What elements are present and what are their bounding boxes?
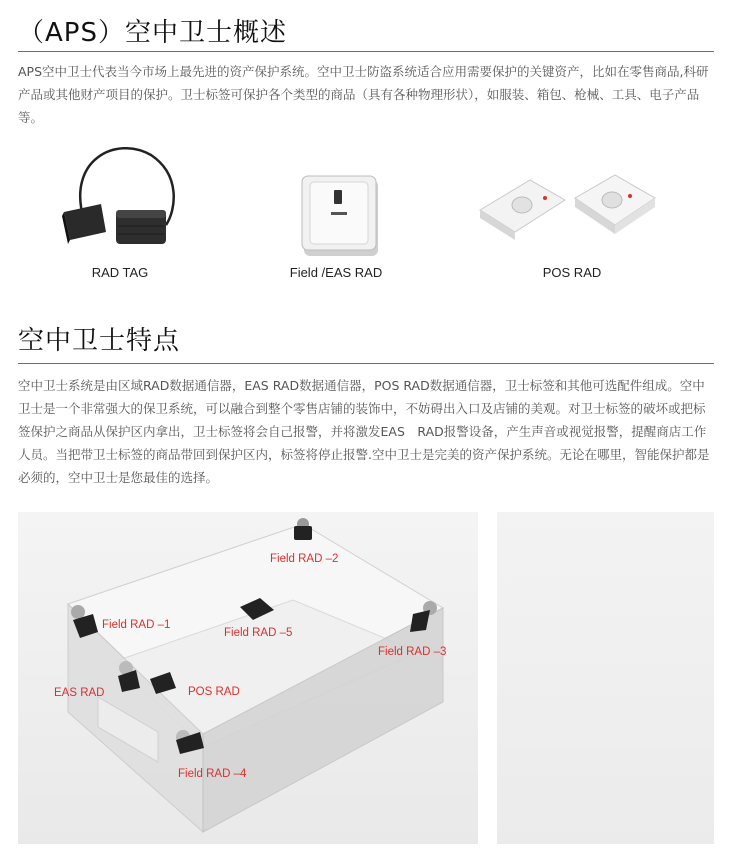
label-field-rad-5: Field RAD –5	[224, 627, 293, 639]
section-title-features: 空中卫士特点	[18, 326, 181, 356]
field-eas-rad-image	[298, 170, 388, 260]
section-title-overview: （APS）空中卫士概述	[18, 18, 287, 48]
title-divider	[18, 51, 714, 52]
features-divider	[18, 363, 714, 364]
overview-paragraph: APS空中卫士代表当今市场上最先进的资产保护系统。空中卫士防盗系统适合应用需要保护的关键资产，比如在零售商品,科研产品或其他财产项目的保护。卫士标签可保护各个类型的商品（具有各种物理形状），如服装、箱包、枪械、工具、电子产品等。	[18, 64, 709, 125]
pos-rad-image	[470, 170, 670, 260]
store-layout-diagram	[18, 512, 478, 844]
side-image-panel	[497, 512, 714, 844]
product-label-pos-rad: POS RAD	[542, 265, 602, 280]
label-pos-rad: POS RAD	[188, 686, 240, 698]
label-field-rad-1: Field RAD –1	[102, 619, 171, 631]
label-eas-rad: EAS RAD	[54, 687, 105, 699]
label-field-rad-4: Field RAD –4	[178, 768, 247, 780]
features-paragraph: 空中卫士系统是由区域RAD数据通信器，EAS RAD数据通信器，POS RAD数据通信器，卫士标签和其他可选配件组成。空中卫士是一个非常强大的保卫系统，可以融合到整个零售店铺的装饰中，不妨碍出入口及店铺的美观。对卫士标签的破坏或把标签保护之商品从保护区内拿出，卫士标签将会自己报警，并将激发EAS RAD报警设备，产生声音或视觉报警，提醒商店工作人员。当把带卫士标签的商品带回到保护区内，标签将停止报警.空中卫士是完美的资产保护系统。无论在哪里，智能保护都是必须的，空中卫士是您最佳的选择。	[18, 378, 710, 485]
product-label-rad-tag: RAD TAG	[91, 265, 149, 280]
store-enclosure-drawing	[18, 512, 478, 844]
label-field-rad-2: Field RAD –2	[270, 553, 339, 565]
rad-tag-image	[56, 140, 206, 260]
product-label-field-eas-rad: Field /EAS RAD	[289, 265, 383, 280]
label-field-rad-3: Field RAD –3	[378, 646, 447, 658]
